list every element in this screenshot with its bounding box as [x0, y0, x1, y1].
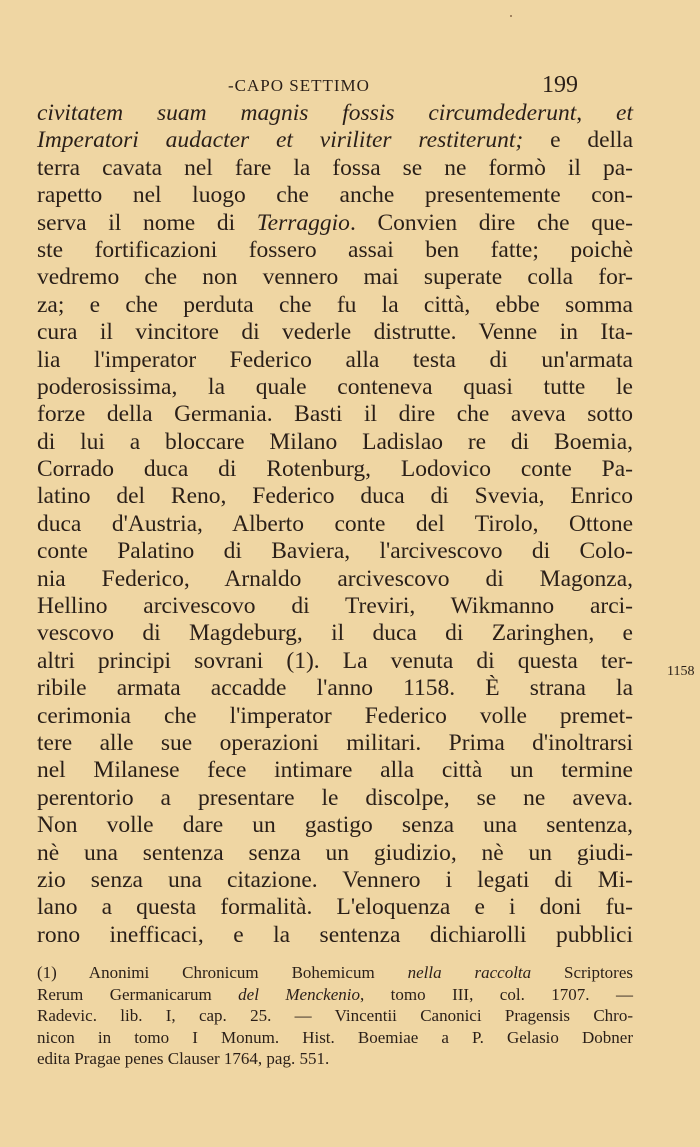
paper-speck: [510, 15, 512, 17]
text-line: civitatem suam magnis fossis circumdederunt, et: [37, 100, 633, 126]
footnote-line: (1) Anonimi Chronicum Bohemicum nella raccolta Scriptores: [37, 963, 633, 982]
text-line: latino del Reno, Federico duca di Svevia, Enrico: [37, 483, 633, 510]
text-line: rono inefficaci, e la sentenza dichiarolli pubblici: [37, 921, 633, 948]
footnote-line: Radevic. lib. I, cap. 25. — Vincentii Canonici Pragensis Chro-: [37, 1006, 633, 1025]
text-line: altri principi sovrani (1). La venuta di questa ter-: [37, 647, 633, 674]
text-line: serva il nome di Terraggio. Convien dire che que-: [37, 209, 633, 236]
footnote-line: edita Pragae penes Clauser 1764, pag. 551.: [37, 1049, 330, 1068]
text-line: za; e che perduta che fu la città, ebbe somma: [37, 291, 633, 318]
footnote-line: Rerum Germanicarum del Menckenio, tomo III, col. 1707. —: [37, 984, 634, 1004]
text-line: terra cavata nel fare la fossa se ne formò il pa-: [37, 154, 633, 181]
body-text: [37, 100, 633, 949]
running-head: [228, 72, 578, 102]
page-number: 199: [542, 72, 578, 98]
text-line: tere alle sue operazioni militari. Prima d'inoltrarsi: [37, 729, 633, 756]
text-line: nel Milanese fece intimare alla città un termine: [37, 757, 633, 784]
text-line: zio senza una citazione. Vennero i legati di Mi-: [37, 866, 633, 893]
text-line: lia l'imperator Federico alla testa di un'armata: [37, 346, 633, 373]
text-line: Hellino arcivescovo di Treviri, Wikmanno arci-: [37, 593, 633, 620]
text-line: Non volle dare un gastigo senza una sentenza,: [37, 812, 633, 839]
text-line: Corrado duca di Rotenburg, Lodovico conte Pa-: [37, 456, 633, 483]
chapter-title: -CAPO SETTIMO: [228, 76, 370, 95]
text-line: cerimonia che l'imperator Federico volle premet-: [37, 702, 633, 729]
text-line: ribile armata accadde l'anno 1158. È strana la: [37, 675, 633, 702]
text-line: ste fortificazioni fossero assai ben fatte; poichè: [37, 236, 633, 263]
text-line: Imperatori audacter et viriliter restiterunt; e della: [37, 127, 634, 154]
text-line: forze della Germania. Basti il dire che aveva sotto: [37, 401, 633, 428]
text-line: nia Federico, Arnaldo arcivescovo di Magonza,: [37, 565, 633, 592]
text-line: cura il vincitore di vederle distrutte. Venne in Ita-: [37, 319, 633, 346]
text-line: duca d'Austria, Alberto conte del Tirolo, Ottone: [37, 510, 633, 537]
text-line: lano a questa formalità. L'eloquenza e i doni fu-: [37, 894, 633, 921]
text-line: vedremo che non vennero mai superate colla for-: [37, 264, 633, 291]
text-line: perentorio a presentare le discolpe, se ne aveva.: [37, 784, 633, 811]
text-line: vescovo di Magdeburg, il duca di Zaringhen, e: [37, 620, 633, 647]
footnote-line: nicon in tomo I Monum. Hist. Boemiae a P. Gelasio Dobner: [37, 1027, 633, 1047]
text-line: conte Palatino di Baviera, l'arcivescovo di Colo-: [37, 538, 633, 565]
text-line: di lui a bloccare Milano Ladislao re di Boemia,: [37, 428, 633, 455]
footnotes: [37, 962, 633, 1070]
text-line: nè una sentenza senza un giudizio, nè un giudi-: [37, 839, 633, 866]
text-line: rapetto nel luogo che anche presentemente con-: [37, 182, 633, 209]
margin-year-note: 1158: [667, 664, 695, 679]
text-line: poderosissima, la quale conteneva quasi tutte le: [37, 373, 633, 400]
